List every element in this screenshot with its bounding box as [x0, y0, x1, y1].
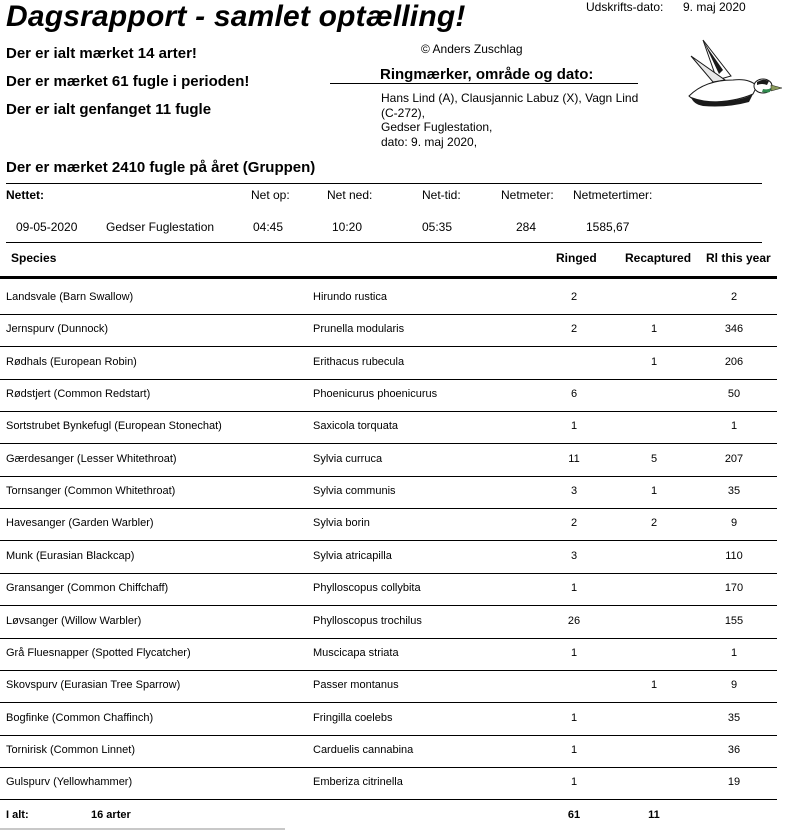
- net-up-value: 04:45: [253, 220, 284, 234]
- ringed-count: 2: [570, 517, 578, 529]
- recaptured-count: 1: [650, 356, 658, 368]
- net-down-label: Net ned:: [327, 188, 373, 202]
- species-latin-name: Prunella modularis: [313, 323, 405, 335]
- species-latin-name: Emberiza citrinella: [313, 776, 403, 788]
- net-station: Gedser Fuglestation: [106, 220, 215, 234]
- species-name: Landsvale (Barn Swallow): [6, 291, 134, 303]
- print-date-value: 9. maj 2020: [683, 0, 746, 14]
- col-ringed-header: Ringed: [556, 251, 597, 265]
- print-date-label: Udskrifts-dato:: [586, 0, 664, 14]
- species-latin-name: Muscicapa striata: [313, 647, 399, 659]
- net-down-value: 10:20: [332, 220, 363, 234]
- recaptured-count: 5: [650, 453, 658, 465]
- net-top-divider: [6, 183, 762, 184]
- year-count: 9: [730, 679, 738, 691]
- ringed-count: 3: [570, 550, 578, 562]
- year-count: 110: [725, 550, 743, 562]
- year-count: 207: [724, 453, 744, 465]
- species-latin-name: Sylvia atricapilla: [313, 550, 392, 562]
- table-row-divider: [0, 411, 777, 412]
- species-latin-name: Sylvia communis: [313, 485, 396, 497]
- species-latin-name: Phylloscopus collybita: [313, 582, 421, 594]
- ringed-count: 1: [570, 712, 578, 724]
- ringers-date: dato: 9. maj 2020,: [381, 134, 478, 149]
- year-count: 206: [724, 356, 744, 368]
- table-row-divider: [0, 670, 777, 671]
- table-row-divider: [0, 638, 777, 639]
- ringers-station: Gedser Fuglestation,: [381, 120, 493, 134]
- year-count: 170: [724, 582, 744, 594]
- species-latin-name: Hirundo rustica: [313, 291, 387, 303]
- table-row-divider: [0, 605, 777, 606]
- footer-total-label: I alt:: [6, 809, 29, 821]
- year-count: 346: [724, 323, 744, 335]
- table-header-divider: [0, 276, 777, 279]
- summary-birds-period: Der er mærket 61 fugle i perioden!: [6, 73, 250, 90]
- year-count: 2: [730, 291, 738, 303]
- ringed-count: 2: [570, 291, 578, 303]
- net-up-label: Net op:: [251, 188, 290, 202]
- year-count: 36: [727, 744, 741, 756]
- species-name: Grå Fluesnapper (Spotted Flycatcher): [6, 647, 191, 659]
- report-title: Dagsrapport - samlet optælling!: [6, 0, 466, 33]
- col-year-header: Rl this year: [706, 251, 771, 265]
- table-row-divider: [0, 767, 777, 768]
- species-name: Gærdesanger (Lesser Whitethroat): [6, 453, 177, 465]
- recaptured-count: 1: [650, 323, 658, 335]
- species-name: Rødstjert (Common Redstart): [6, 388, 151, 400]
- ringed-count: 1: [570, 582, 578, 594]
- species-name: Tornirisk (Common Linnet): [6, 744, 135, 756]
- net-bottom-divider: [6, 242, 762, 243]
- species-name: Løvsanger (Willow Warbler): [6, 615, 142, 627]
- recaptured-count: 2: [650, 517, 658, 529]
- net-label: Nettet:: [6, 188, 44, 202]
- species-latin-name: Carduelis cannabina: [313, 744, 414, 756]
- species-latin-name: Saxicola torquata: [313, 420, 398, 432]
- footer-ringed-total: 61: [567, 809, 581, 821]
- species-latin-name: Fringilla coelebs: [313, 712, 393, 724]
- col-recaptured-header: Recaptured: [625, 251, 692, 265]
- species-latin-name: Sylvia borin: [313, 517, 370, 529]
- species-name: Munk (Eurasian Blackcap): [6, 550, 135, 562]
- table-row-divider: [0, 540, 777, 541]
- eider-duck-icon: [683, 36, 783, 110]
- ringed-count: 1: [570, 776, 578, 788]
- footer-species-count: 16 arter: [91, 809, 131, 821]
- table-row-divider: [0, 379, 777, 380]
- ringed-count: 11: [568, 453, 580, 465]
- summary-species-count: Der er ialt mærket 14 arter!: [6, 45, 197, 62]
- net-meter-hours-value: 1585,67: [586, 220, 630, 234]
- ringed-count: 26: [567, 615, 581, 627]
- species-latin-name: Passer montanus: [313, 679, 399, 691]
- table-row-divider: [0, 346, 777, 347]
- species-latin-name: Phylloscopus trochilus: [313, 615, 422, 627]
- recaptured-count: 1: [650, 679, 658, 691]
- net-time-value: 05:35: [422, 220, 453, 234]
- net-meter-hours-label: Netmetertimer:: [573, 188, 653, 202]
- ringed-count: 1: [570, 744, 578, 756]
- net-time-label: Net-tid:: [422, 188, 461, 202]
- ringed-count: 1: [570, 647, 578, 659]
- copyright-text: © Anders Zuschlag: [421, 42, 523, 56]
- recaptured-count: 1: [650, 485, 658, 497]
- ringed-count: 6: [570, 388, 578, 400]
- net-meters-value: 284: [516, 220, 537, 234]
- table-row-divider: [0, 702, 777, 703]
- ringers-heading: Ringmærker, område og dato:: [380, 66, 594, 83]
- species-latin-name: Sylvia curruca: [313, 453, 383, 465]
- year-count: 19: [727, 776, 741, 788]
- species-name: Tornsanger (Common Whitethroat): [6, 485, 176, 497]
- species-name: Bogfinke (Common Chaffinch): [6, 712, 154, 724]
- year-count: 35: [727, 712, 741, 724]
- ringers-divider: [330, 83, 638, 84]
- year-count: 35: [727, 485, 741, 497]
- table-row-divider: [0, 735, 777, 736]
- page-bottom-edge: [0, 828, 285, 830]
- species-name: Rødhals (European Robin): [6, 356, 137, 368]
- ringed-count: 1: [570, 420, 578, 432]
- net-meters-label: Netmeter:: [501, 188, 554, 202]
- year-count: 155: [724, 615, 744, 627]
- year-count: 50: [727, 388, 741, 400]
- species-name: Jernspurv (Dunnock): [6, 323, 109, 335]
- ringers-block: [381, 91, 646, 149]
- species-name: Skovspurv (Eurasian Tree Sparrow): [6, 679, 181, 691]
- footer-recaptured-total: 11: [648, 809, 660, 821]
- year-count: 1: [730, 420, 738, 432]
- net-date: 09-05-2020: [16, 220, 78, 234]
- table-row-divider: [0, 799, 777, 800]
- species-latin-name: Erithacus rubecula: [313, 356, 405, 368]
- species-name: Havesanger (Garden Warbler): [6, 517, 154, 529]
- table-row-divider: [0, 476, 777, 477]
- species-name: Gulspurv (Yellowhammer): [6, 776, 133, 788]
- species-name: Sortstrubet Bynkefugl (European Stonechat): [6, 420, 222, 432]
- year-count: 9: [730, 517, 738, 529]
- summary-recaptured: Der er ialt genfanget 11 fugle: [6, 101, 212, 118]
- table-row-divider: [0, 314, 777, 315]
- ringed-count: 3: [570, 485, 578, 497]
- ringers-names: Hans Lind (A), Clausjannic Labuz (X), Vagn Lind (C-272),: [381, 91, 639, 120]
- table-row-divider: [0, 443, 777, 444]
- table-row-divider: [0, 573, 777, 574]
- species-latin-name: Phoenicurus phoenicurus: [313, 388, 438, 400]
- year-count: 1: [730, 647, 738, 659]
- species-name: Gransanger (Common Chiffchaff): [6, 582, 169, 594]
- table-row-divider: [0, 508, 777, 509]
- col-species-header: Species: [11, 251, 57, 265]
- ringed-count: 2: [570, 323, 578, 335]
- summary-year-total: Der er mærket 2410 fugle på året (Gruppen): [6, 159, 316, 176]
